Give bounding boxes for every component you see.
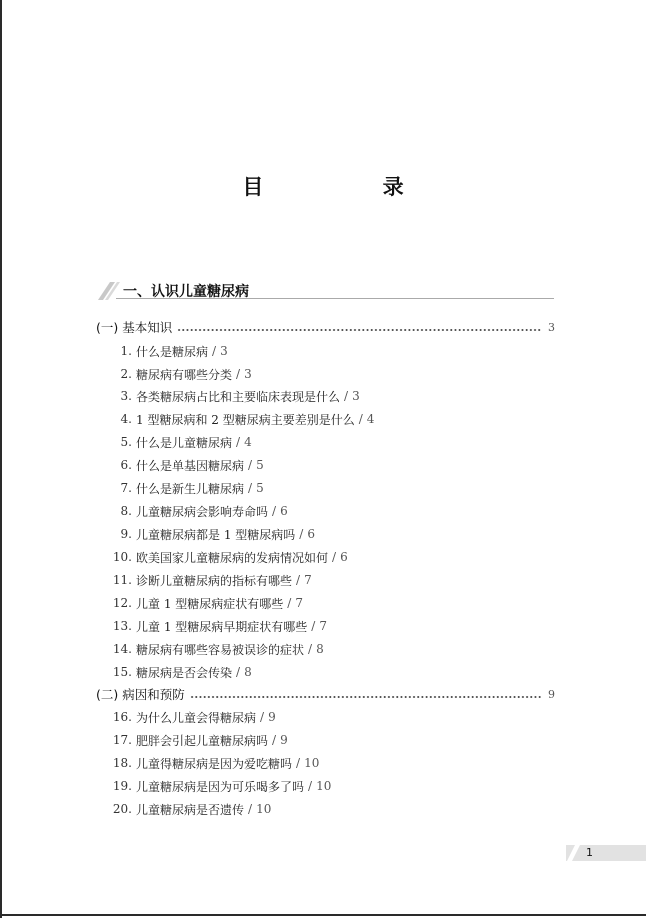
toc-item[interactable] [110, 707, 276, 727]
item-separator: / [248, 802, 253, 816]
item-separator: / [236, 665, 241, 679]
item-number: 4. [120, 412, 132, 426]
item-number: 13. [112, 619, 132, 633]
toc-item[interactable] [110, 409, 374, 429]
item-title: 肥胖会引起儿童糖尿病吗 [136, 733, 269, 748]
item-title: 欧美国家儿童糖尿病的发病情况如何 [136, 550, 329, 565]
item-number: 11. [112, 573, 132, 587]
item-separator: / [296, 573, 301, 587]
chapter-title: (一) 基本知识 [96, 320, 173, 335]
item-title: 什么是儿童糖尿病 [136, 435, 233, 450]
item-page: 3 [244, 367, 252, 381]
toc-item[interactable] [110, 524, 315, 544]
item-title: 各类糖尿病占比和主要临床表现是什么 [136, 389, 341, 404]
chapter-entry[interactable] [96, 684, 554, 704]
item-page: 10 [304, 756, 320, 770]
item-separator: / [332, 550, 337, 564]
chapter-entry[interactable] [96, 317, 554, 337]
folio-slash-icon [566, 845, 582, 861]
item-separator: / [296, 756, 301, 770]
toc-item[interactable] [110, 455, 264, 475]
item-number: 12. [112, 596, 132, 610]
item-number: 15. [112, 665, 132, 679]
page-title: 目 录 [242, 175, 460, 199]
section-title: 一、认识儿童糖尿病 [123, 284, 249, 300]
item-number: 20. [112, 802, 132, 816]
item-separator: / [308, 642, 313, 656]
item-title: 为什么儿童会得糖尿病 [136, 710, 257, 725]
item-page: 7 [295, 596, 303, 610]
item-separator: / [248, 481, 253, 495]
item-page: 3 [352, 389, 360, 403]
item-number: 8. [120, 504, 132, 518]
item-number: 10. [112, 550, 132, 564]
item-page: 9 [280, 733, 288, 747]
item-page: 6 [307, 527, 315, 541]
toc-item[interactable] [110, 662, 252, 682]
toc-item[interactable] [110, 730, 288, 750]
item-title: 儿童 1 型糖尿病症状有哪些 [136, 596, 284, 611]
item-number: 17. [112, 733, 132, 747]
item-title: 儿童糖尿病会影响寿命吗 [136, 504, 269, 519]
item-title: 诊断儿童糖尿病的指标有哪些 [136, 573, 293, 588]
item-title: 儿童糖尿病是因为可乐喝多了吗 [136, 779, 305, 794]
page-folio [566, 845, 646, 861]
item-title: 儿童得糖尿病是因为爱吃糖吗 [136, 756, 293, 771]
item-separator: / [248, 458, 253, 472]
item-title: 糖尿病是否会传染 [136, 665, 233, 680]
item-separator: / [272, 504, 277, 518]
item-page: 9 [268, 710, 276, 724]
toc-item[interactable] [110, 593, 303, 613]
item-page: 10 [316, 779, 332, 793]
toc-item[interactable] [110, 753, 319, 773]
item-title: 儿童糖尿病是否遗传 [136, 802, 245, 817]
chapter-title: (二) 病因和预防 [96, 687, 185, 702]
item-title: 糖尿病有哪些分类 [136, 367, 233, 382]
page-number: 1 [586, 846, 593, 859]
item-page: 10 [256, 802, 272, 816]
item-separator: / [236, 435, 241, 449]
chapter-page: 3 [548, 320, 555, 334]
item-number: 6. [120, 458, 132, 472]
item-separator: / [308, 779, 313, 793]
item-number: 2. [120, 367, 132, 381]
toc-item[interactable] [110, 478, 264, 498]
item-title: 儿童糖尿病都是 1 型糖尿病吗 [136, 527, 296, 542]
item-number: 16. [112, 710, 132, 724]
dot-leader [177, 329, 541, 331]
page-edge-bottom [0, 914, 646, 916]
toc-item[interactable] [110, 799, 271, 819]
item-page: 3 [220, 344, 228, 358]
item-page: 7 [304, 573, 312, 587]
toc-item[interactable] [110, 570, 312, 590]
item-title: 什么是糖尿病 [136, 344, 209, 359]
item-page: 6 [340, 550, 348, 564]
toc-item[interactable] [110, 776, 331, 796]
item-title: 什么是新生儿糖尿病 [136, 481, 245, 496]
item-number: 1. [120, 344, 132, 358]
item-page: 4 [244, 435, 252, 449]
page-edge-left [0, 0, 2, 918]
toc-item[interactable] [110, 501, 288, 521]
item-separator: / [311, 619, 316, 633]
section-heading [96, 278, 554, 304]
item-page: 5 [256, 458, 264, 472]
toc-item[interactable] [110, 386, 360, 406]
item-separator: / [236, 367, 241, 381]
item-number: 19. [112, 779, 132, 793]
chapter-page: 9 [548, 687, 555, 701]
dot-leader [190, 696, 541, 698]
item-title: 1 型糖尿病和 2 型糖尿病主要差别是什么 [136, 412, 355, 427]
item-title: 什么是单基因糖尿病 [136, 458, 245, 473]
toc-item[interactable] [110, 547, 348, 567]
toc-item[interactable] [110, 364, 252, 384]
item-number: 18. [112, 756, 132, 770]
item-separator: / [212, 344, 217, 358]
item-separator: / [260, 710, 265, 724]
item-separator: / [299, 527, 304, 541]
item-title: 糖尿病有哪些容易被误诊的症状 [136, 642, 305, 657]
item-number: 9. [120, 527, 132, 541]
toc-item[interactable] [110, 341, 228, 361]
item-number: 3. [120, 389, 132, 403]
toc-item[interactable] [110, 432, 252, 452]
item-page: 4 [366, 412, 375, 426]
item-page: 8 [316, 642, 324, 656]
item-number: 14. [112, 642, 132, 656]
item-separator: / [358, 412, 363, 426]
item-page: 7 [319, 619, 327, 633]
toc-item[interactable] [110, 616, 327, 636]
item-page: 6 [280, 504, 288, 518]
item-title: 儿童 1 型糖尿病早期症状有哪些 [136, 619, 308, 634]
item-separator: / [287, 596, 292, 610]
item-page: 8 [244, 665, 252, 679]
item-number: 5. [120, 435, 132, 449]
item-separator: / [344, 389, 349, 403]
item-separator: / [272, 733, 277, 747]
item-page: 5 [256, 481, 264, 495]
toc-item[interactable] [110, 639, 324, 659]
item-number: 7. [120, 481, 132, 495]
